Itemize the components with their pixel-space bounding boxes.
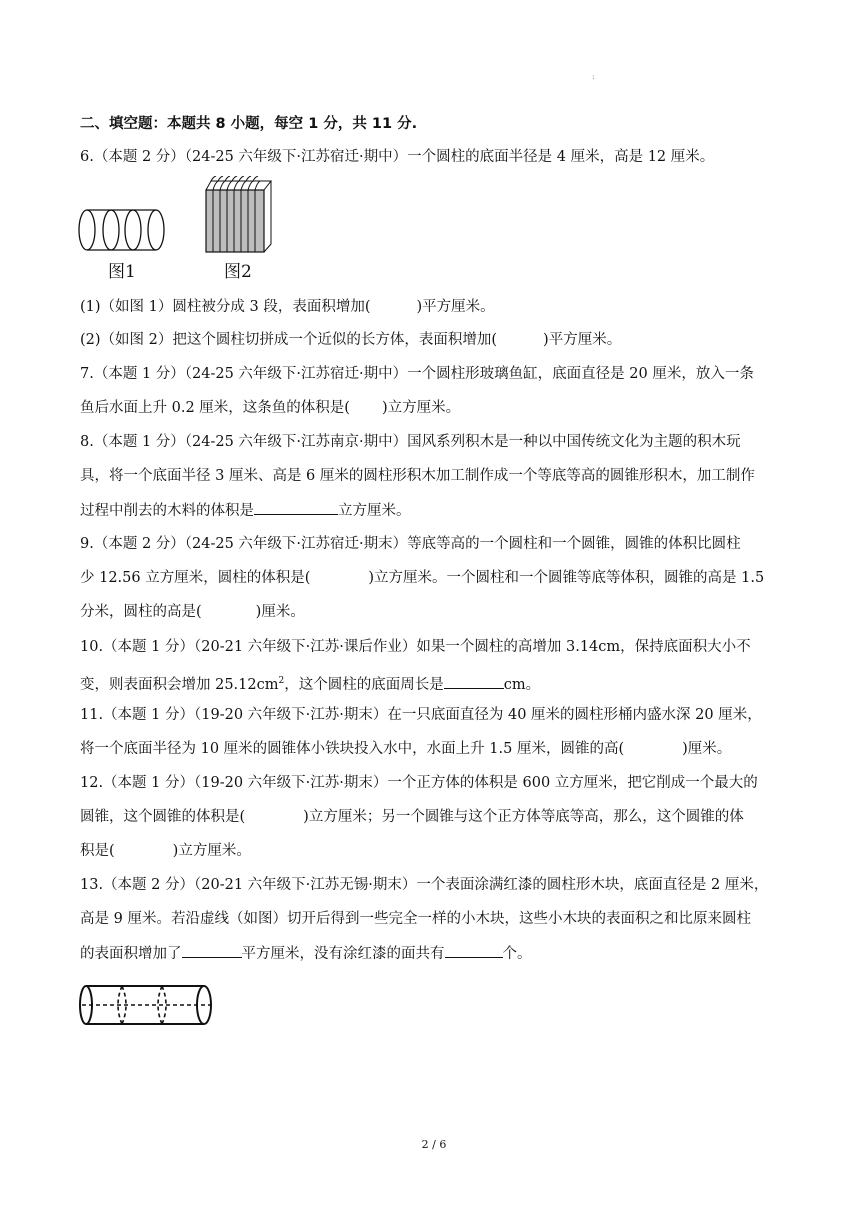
q9-line-3 bbox=[80, 602, 800, 622]
q11-text-a: 将一个底面半径为 10 厘米的圆锥体小铁块投入水中，水面上升 1.5 厘米，圆锥的高( bbox=[80, 741, 625, 757]
q6-part1 bbox=[80, 297, 800, 317]
q13-answer-blank-2[interactable] bbox=[445, 943, 503, 958]
q9-line-1: 9.（本题 2 分）（24-25 六年级下·江苏宿迁·期末）等底等高的一个圆柱和一个圆锥，圆锥的体积比圆柱 bbox=[80, 536, 741, 552]
q10-superscript: 2 bbox=[278, 676, 285, 686]
q6-part1-text-a: (1)（如图 1）圆柱被分成 3 段，表面积增加( bbox=[80, 299, 371, 315]
q13-text-c: 个。 bbox=[502, 946, 532, 962]
q10-text-c: cm。 bbox=[503, 676, 541, 693]
q12-line-1: 12.（本题 1 分）（19-20 六年级下·江苏·期末）一个正方体的体积是 600 立方厘米，把它削成一个最大的 bbox=[80, 775, 758, 791]
q12-text-b: )立方厘米；另一个圆锥与这个正方体等底等高，那么，这个圆锥的体 bbox=[303, 809, 744, 825]
q8-line-3 bbox=[80, 500, 800, 521]
figure-2-caption: 图2 bbox=[224, 262, 252, 282]
q9-text-a: 少 12.56 立方厘米，圆柱的体积是( bbox=[80, 570, 311, 586]
q13-line-1: 13.（本题 2 分）（20-21 六年级下·江苏无锡·期末）一个表面涂满红漆的圆柱形木块，底面直径是 2 厘米， bbox=[80, 877, 769, 893]
q13-text-b: 平方厘米，没有涂红漆的面共有 bbox=[241, 946, 445, 962]
q11-line-2 bbox=[80, 739, 800, 759]
q10-answer-blank[interactable] bbox=[444, 674, 504, 689]
q12-line-2 bbox=[80, 807, 800, 827]
q13-line-2: 高是 9 厘米。若沿虚线（如图）切开后得到一些完全一样的小木块，这些小木块的表面积之和比原来圆柱 bbox=[80, 911, 751, 927]
q8-answer-blank[interactable] bbox=[254, 500, 338, 515]
figure-2-cuboid bbox=[202, 176, 274, 256]
q6-part2 bbox=[80, 330, 800, 350]
q9-text-d: )厘米。 bbox=[255, 604, 305, 620]
q10-text-a: 变，则表面积会增加 25.12cm bbox=[80, 676, 279, 693]
q12-text-d: )立方厘米。 bbox=[172, 843, 251, 859]
q13-cylinder-figure bbox=[78, 982, 218, 1028]
q11-line-1: 11.（本题 1 分）（19-20 六年级下·江苏·期末）在一只底面直径为 40 厘米的圆柱形桶内盛水深 20 厘米， bbox=[80, 707, 762, 723]
q6-part1-text-b: )平方厘米。 bbox=[416, 299, 495, 315]
q10-line-1: 10.（本题 1 分）（20-21 六年级下·江苏·课后作业）如果一个圆柱的高增加 3.14cm，保持底面积大小不 bbox=[80, 639, 751, 655]
q11-text-b: )厘米。 bbox=[682, 741, 732, 757]
figure-1-cylinder bbox=[78, 204, 168, 256]
figure-1-caption: 图1 bbox=[108, 262, 136, 282]
section-title: 二、填空题：本题共 8 小题，每空 1 分，共 11 分. bbox=[80, 116, 418, 132]
q7-line-2 bbox=[80, 398, 800, 418]
q8-line-1: 8.（本题 1 分）（24-25 六年级下·江苏南京·期中）国风系列积木是一种以中国传统文化为主题的积木玩 bbox=[80, 434, 741, 450]
q10-text-b: ，这个圆柱的底面周长是 bbox=[284, 676, 444, 693]
q9-text-b: )立方厘米。一个圆柱和一个圆锥等底等体积，圆锥的高是 1.5 bbox=[368, 570, 765, 586]
q13-line-3 bbox=[80, 943, 800, 964]
q12-line-3 bbox=[80, 841, 800, 861]
q8-line-2: 具，将一个底面半径 3 厘米、高是 6 厘米的圆柱形积木加工制作成一个等底等高的圆锥形积木，加工制作 bbox=[80, 468, 755, 484]
q7-text-a: 鱼后水面上升 0.2 厘米，这条鱼的体积是( bbox=[80, 400, 350, 416]
q6-part2-text-a: (2)（如图 2）把这个圆柱切拼成一个近似的长方体，表面积增加( bbox=[80, 332, 498, 348]
page-number: 2 / 6 bbox=[421, 1138, 447, 1151]
q9-line-2 bbox=[80, 568, 800, 588]
q13-answer-blank-1[interactable] bbox=[182, 943, 242, 958]
q12-text-a: 圆锥，这个圆锥的体积是( bbox=[80, 809, 246, 825]
top-mark: : bbox=[592, 72, 595, 81]
q7-text-b: )立方厘米。 bbox=[381, 400, 461, 416]
q8-text-b: 立方厘米。 bbox=[338, 503, 411, 519]
q7-line-1: 7.（本题 1 分）（24-25 六年级下·江苏宿迁·期中）一个圆柱形玻璃鱼缸，底面直径是 20 厘米，放入一条 bbox=[80, 366, 754, 382]
q9-text-c: 分米，圆柱的高是( bbox=[80, 604, 202, 620]
q6-stem: 6.（本题 2 分）（24-25 六年级下·江苏宿迁·期中）一个圆柱的底面半径是 4 厘米，高是 12 厘米。 bbox=[80, 149, 715, 165]
q10-line-2 bbox=[80, 671, 800, 695]
q8-text-a: 过程中削去的木料的体积是 bbox=[80, 503, 254, 519]
q13-text-a: 的表面积增加了 bbox=[80, 946, 182, 962]
q12-text-c: 积是( bbox=[80, 843, 115, 859]
q6-part2-text-b: )平方厘米。 bbox=[543, 332, 622, 348]
